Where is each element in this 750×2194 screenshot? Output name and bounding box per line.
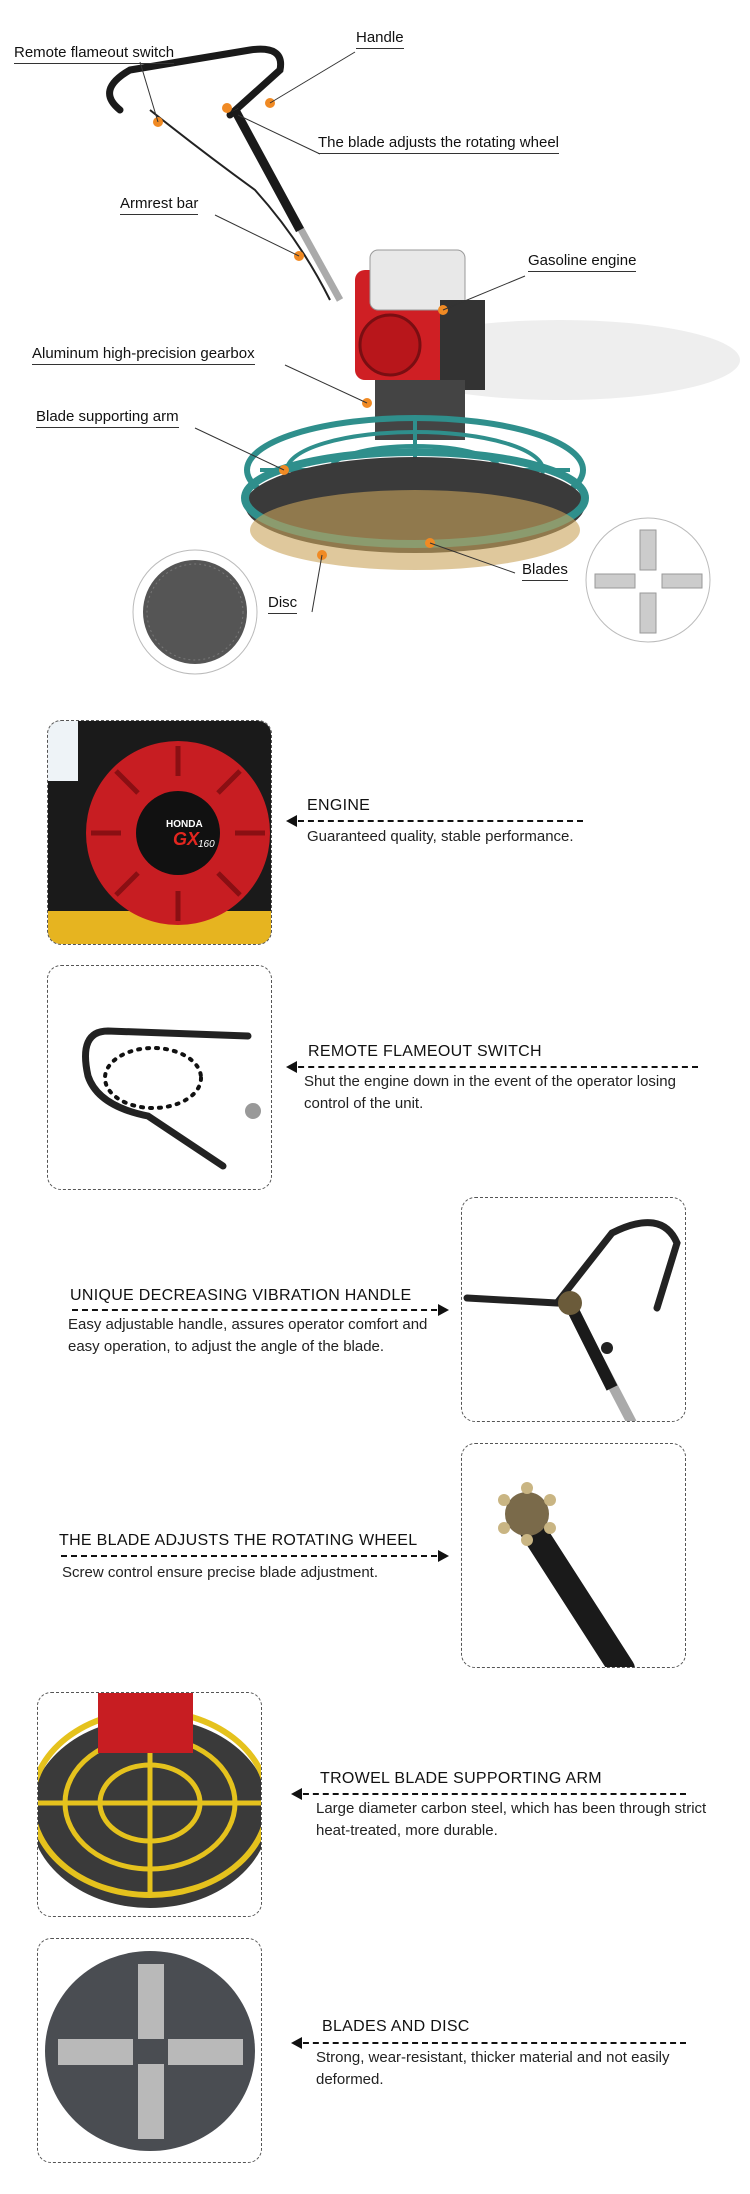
feature-desc-handle: Easy adjustable handle, assures operator comfort and easy operation, to adjust the angle of the blade. xyxy=(68,1316,428,1355)
label-remote-switch: Remote flameout switch xyxy=(14,44,174,64)
feature-title-disc: BLADES AND DISC xyxy=(322,2018,470,2035)
engine-photo-icon xyxy=(48,721,272,945)
product-diagram xyxy=(0,0,750,690)
label-handle: Handle xyxy=(356,29,404,49)
label-support-arm: Blade supporting arm xyxy=(36,408,179,428)
feature-engine-image xyxy=(47,720,272,945)
feature-wheel-image xyxy=(461,1443,686,1668)
arm-photo-icon xyxy=(38,1693,262,1917)
feature-handle-image xyxy=(461,1197,686,1422)
engine-size: 160 xyxy=(198,839,215,850)
label-gearbox: Aluminum high-precision gearbox xyxy=(32,345,255,365)
feature-desc-switch: Shut the engine down in the event of the operator losing control of the unit. xyxy=(304,1073,676,1112)
label-disc: Disc xyxy=(268,594,297,614)
engine-brand: HONDA xyxy=(166,819,203,830)
feature-title-wheel: THE BLADE ADJUSTS THE ROTATING WHEEL xyxy=(59,1532,418,1549)
feature-title-engine: ENGINE xyxy=(307,797,371,814)
feature-title-handle: UNIQUE DECREASING VIBRATION HANDLE xyxy=(70,1287,412,1304)
feature-desc-arm: Large diameter carbon steel, which has been through strict heat-treated, more durable. xyxy=(316,1800,707,1839)
label-gasoline-engine: Gasoline engine xyxy=(528,252,636,272)
handle-photo-icon xyxy=(462,1198,686,1422)
arrow-wheel xyxy=(61,1550,447,1562)
feature-title-switch: REMOTE FLAMEOUT SWITCH xyxy=(308,1043,542,1060)
label-armrest: Armrest bar xyxy=(120,195,198,215)
feature-arm-image xyxy=(37,1692,262,1917)
feature-desc-disc: Strong, wear-resistant, thicker material and not easily deformed. xyxy=(316,2049,670,2088)
feature-title-arm: TROWEL BLADE SUPPORTING ARM xyxy=(320,1770,602,1787)
wheel-photo-icon xyxy=(462,1444,686,1668)
label-blades: Blades xyxy=(522,561,568,581)
switch-photo-icon xyxy=(48,966,272,1190)
engine-model: GX xyxy=(173,829,200,849)
feature-disc-image xyxy=(37,1938,262,2163)
label-blade-wheel: The blade adjusts the rotating wheel xyxy=(318,134,559,154)
disc-photo-icon xyxy=(38,1939,262,2163)
feature-desc-wheel: Screw control ensure precise blade adjustment. xyxy=(62,1564,378,1581)
feature-switch-image xyxy=(47,965,272,1190)
feature-desc-engine: Guaranteed quality, stable performance. xyxy=(307,828,574,845)
